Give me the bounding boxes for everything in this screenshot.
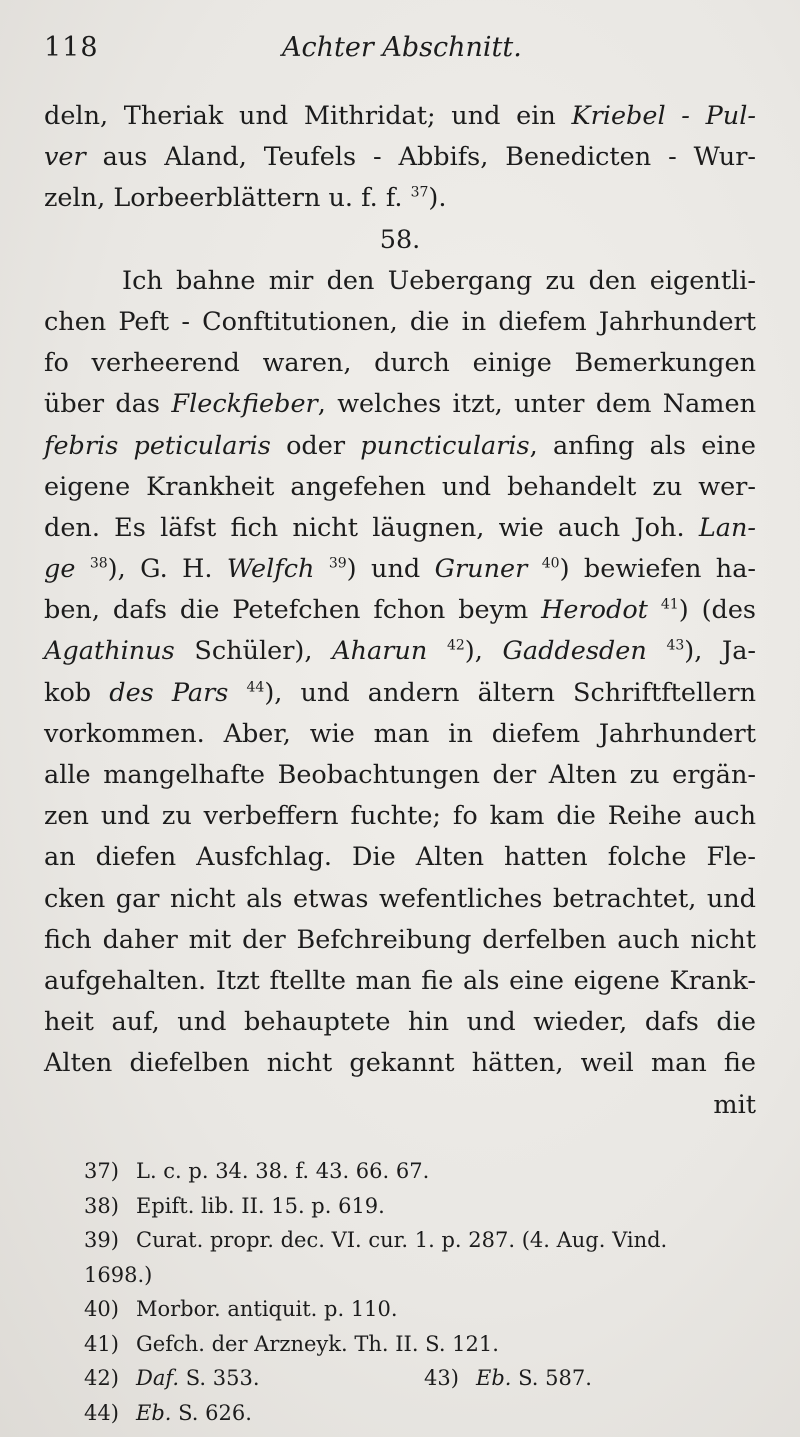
footnote: 37) L. c. p. 34. 38. f. 43. 66. 67.	[84, 1159, 430, 1183]
text-line: kob des Pars $^{44}$), und andern ältern Schriftftellern	[44, 677, 757, 708]
footnote-ref: 37	[410, 184, 429, 201]
footnote: 39) Curat. propr. dec. VI. cur. 1. p. 287. (4. Aug. Vind.	[84, 1228, 668, 1252]
text-line: Agathinus Schüler), Aharun $^{42}$), Gaddesden $^{43}$), Ja-	[44, 636, 757, 667]
footnote-ref: 40	[541, 555, 560, 572]
text-line: vorkommen. Aber, wie man in diefem Jahrhundert	[44, 718, 756, 749]
footnote-ref: 39	[328, 555, 347, 572]
text-line: ge $^{38}$), G. H. Welfch $^{39}$) und Gruner $^{40}$) bewiefen ha-	[44, 554, 757, 585]
footnotes	[84, 1154, 764, 1430]
text-line: zen und zu verbeffern fuchte; fo kam die Reihe auch	[44, 801, 756, 832]
text-line: chen Peft - Conftitutionen, die in diefem Jahrhundert	[44, 306, 756, 337]
text-line: deln, Theriak und Mithridat; und ein Kriebel - Pul-	[44, 101, 756, 131]
section-number: 58.	[379, 224, 421, 255]
text-line: fich daher mit der Befchreibung derfelben auch nicht	[44, 924, 756, 955]
footnote: 44) Eb. S. 626.	[84, 1400, 252, 1425]
text-line: Ich bahne mir den Uebergang zu den eigentli-	[122, 265, 756, 296]
footnote-ref: 38	[89, 555, 108, 572]
text-line: Alten diefelben nicht gekannt hätten, weil man fie	[44, 1048, 756, 1079]
text-line: fo verheerend waren, durch einige Bemerkungen	[44, 348, 756, 379]
footnote-continuation: 1698.)	[84, 1262, 153, 1287]
text-line: febris peticularis oder puncticularis, anfing als eine	[44, 430, 757, 461]
text-line: cken gar nicht als etwas wefentliches betrachtet, und	[44, 883, 756, 914]
footnote: 43) Eb. S. 587.	[424, 1366, 592, 1390]
footnote-ref: 43	[666, 637, 685, 654]
text-line: an diefen Ausfchlag. Die Alten hatten folche Fle-	[44, 842, 756, 873]
footnote: 38) Epift. lib. II. 15. p. 619.	[84, 1193, 385, 1218]
text-line: heit auf, und behauptete hin und wieder, dafs die	[44, 1007, 756, 1038]
text-line: zeln, Lorbeerblättern u. f. f. $^{37}$).	[44, 183, 447, 214]
main-text	[44, 96, 756, 1126]
footnote: 40) Morbor. antiquit. p. 110.	[84, 1297, 398, 1321]
catchword: mit	[713, 1089, 756, 1120]
text-line: ver aus Aland, Teufels - Abbifs, Benedicten - Wur-	[44, 142, 756, 173]
footnote: 41) Gefch. der Arzneyk. Th. II. S. 121.	[84, 1331, 499, 1356]
footnote-ref: 41	[660, 596, 679, 613]
footnote: 42) Daf. S. 353. 43) Eb. S. 587.	[84, 1361, 764, 1396]
text-line: aufgehalten. Itzt ftellte man fie als eine eigene Krank-	[44, 965, 756, 996]
text-line: eigene Krankheit angefehen und behandelt zu wer-	[44, 471, 756, 502]
text-line: alle mangelhafte Beobachtungen der Alten zu ergän-	[44, 760, 756, 790]
page-header	[44, 28, 744, 68]
footnote-ref: 42	[446, 637, 465, 654]
text-line: den. Es läfst fich nicht läugnen, wie auch Joh. Lan-	[44, 512, 756, 543]
page-number: 118	[44, 32, 99, 63]
text-line: ben, dafs die Petefchen fchon beym Herodot $^{41}$) (des	[44, 595, 757, 626]
footnote-ref: 44	[246, 679, 265, 696]
text-line: über das Fleckfieber, welches itzt, unter dem Namen	[44, 389, 756, 420]
running-title: Achter Abschnitt.	[282, 32, 522, 63]
